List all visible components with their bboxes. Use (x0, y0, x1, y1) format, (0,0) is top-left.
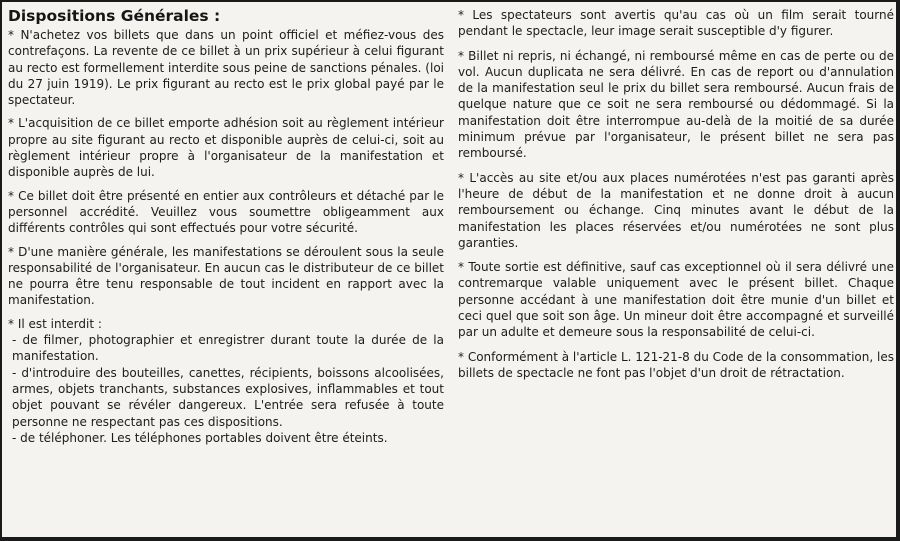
paragraph-ticket-control: * Ce billet doit être présenté en entier aux contrôleurs et détaché par le personnel accrédité. Veuillez vous soumettre obligeamment aux différents contrôles qui sont effectués pour votre sécurité. (8, 188, 444, 236)
prohibited-heading: * Il est interdit : (8, 316, 102, 331)
paragraph-organizer-responsibility: * D'une manière générale, les manifestations se déroulent sous la seule responsabilité de l'organisateur. En aucun cas le distributeur de ce billet ne pourra être tenu responsable de tout incident en rapport avec la manifestation. (8, 244, 444, 308)
prohibited-item-phones: - de téléphoner. Les téléphones portables doivent être éteints. (12, 430, 388, 445)
paragraph-exit-policy: * Toute sortie est définitive, sauf cas exceptionnel où il sera délivré une contremarque valable uniquement avec le présent billet. Chaque personne accédant à une manifestation doit être munie d'un billet et ceci quel que soit son âge. Un mineur doit être accompagné et surveillé par un adulte et demeure sous la responsabilité de celui-ci. (458, 260, 894, 340)
paragraph-official-purchase: * N'achetez vos billets que dans un point officiel et méfiez-vous des contrefaçons. La revente de ce billet à un prix supérieur à celui figurant au recto est formellement interdite sous peine de sanctions pénales. (loi du 27 juin 1919). Le prix figurant au recto est le prix global payé par le spectateur. (8, 28, 444, 108)
right-column (458, 7, 894, 389)
prohibited-item-objects: - d'introduire des bouteilles, canettes, récipients, boissons alcoolisées, armes, objets tranchants, substances explosives, inflammables et tout objet pouvant se révéler dangereux. L'entrée sera refusée à toute personne ne respectant pas ces dispositions. (12, 365, 444, 429)
paragraph-access-policy: * L'accès au site et/ou aux places numérotées n'est pas garanti après l'heure de début de la manifestation et ne donne droit à aucun remboursement ou échange. Cinq minutes avant le début de la manifestation les places réservées et/ou numérotées ne sont plus garanties. (458, 170, 894, 250)
paragraph-filming-notice: * Les spectateurs sont avertis qu'au cas où un film serait tourné pendant le spectacle, leur image serait susceptible d'y figurer. (458, 8, 894, 39)
page-title: Dispositions Générales : (8, 7, 221, 25)
paragraph-rules-acceptance: * L'acquisition de ce billet emporte adhésion soit au règlement intérieur propre au site figurant au recto et disponible auprès de celui-ci, soit au règlement intérieur propre à l'organisateur de la manifestation et disponible auprès de lui. (8, 116, 444, 180)
prohibited-section (8, 316, 444, 446)
paragraph-consumer-code: * Conformément à l'article L. 121-21-8 du Code de la consommation, les billets de spectacle ne font pas l'objet d'un droit de rétractation. (458, 349, 894, 380)
prohibited-item-filming: - de filmer, photographier et enregistrer durant toute la durée de la manifestation. (12, 333, 444, 364)
left-column (8, 7, 444, 453)
paragraph-refund-policy: * Billet ni repris, ni échangé, ni remboursé même en cas de perte ou de vol. Aucun duplicata ne sera délivré. En cas de report ou d'annulation de la manifestation seul le prix du billet sera remboursé. Aucun frais de quelque nature que ce soit ne sera remboursé ou dédommagé. Si la manifestation doit être interrompue au-delà de la moitié de sa durée minimum prévue par l'organisateur, le présent billet ne sera pas remboursé. (458, 48, 894, 161)
